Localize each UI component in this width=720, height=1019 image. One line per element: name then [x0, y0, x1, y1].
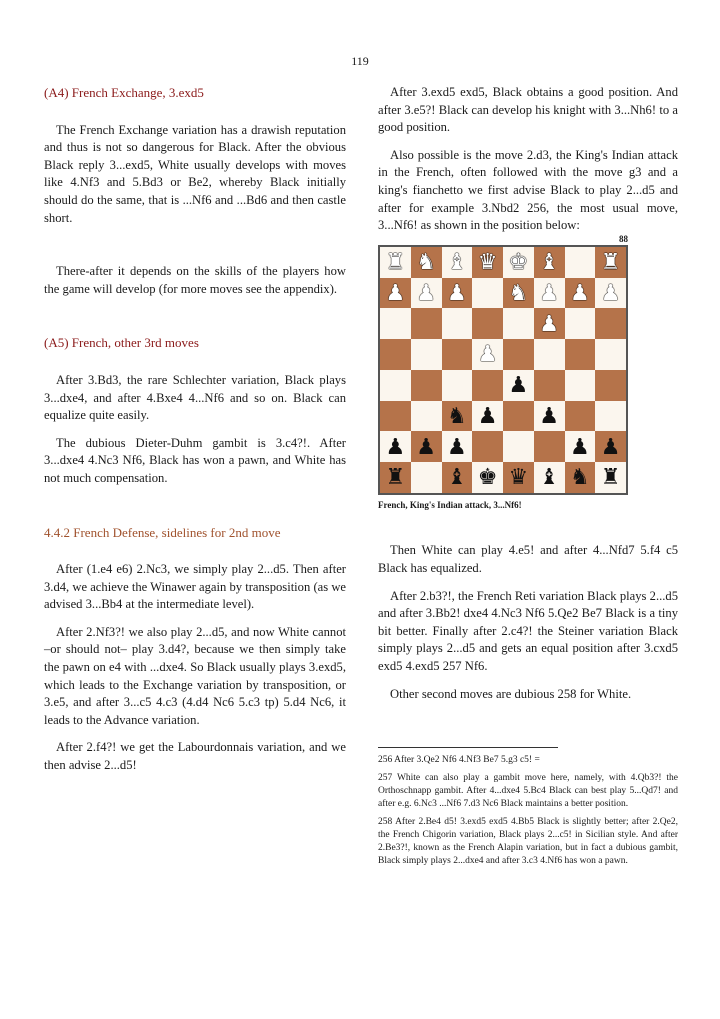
black-bishop-icon: ♝ [539, 464, 559, 490]
board-square [534, 247, 565, 278]
black-pawn-icon: ♟ [600, 433, 621, 459]
board-square [565, 308, 596, 339]
white-pawn-icon: ♟ [385, 279, 406, 305]
black-queen-icon: ♛ [508, 464, 529, 490]
board-square [411, 431, 442, 462]
board-square [442, 308, 473, 339]
board-square [442, 247, 473, 278]
board-square [595, 247, 626, 278]
black-knight-icon: ♞ [570, 464, 590, 490]
paragraph: There-after it depends on the skills of the players how the game will develop (for more moves see the appendix). [44, 264, 346, 296]
board-square [503, 278, 534, 309]
board-square [380, 247, 411, 278]
footnote: 256 After 3.Qe2 Nf6 4.Nf3 Be7 5.g3 c5! = [378, 755, 540, 766]
board-square [380, 401, 411, 432]
white-pawn-icon: ♟ [539, 279, 559, 305]
board-square [595, 278, 626, 309]
footnote-divider [378, 747, 558, 748]
board-square [411, 247, 442, 278]
black-king-icon: ♚ [477, 464, 498, 490]
board-square [411, 462, 442, 493]
black-pawn-icon: ♟ [539, 402, 559, 428]
board-square [565, 278, 596, 309]
paragraph: After 2.b3?!, the French Reti variation Black plays 2...d5 and after 3.Bb2! dxe4 4.Nc3 Nf6 5.Qe2 Be7 Black is a tiny bit better. Finally after 2.c4?! the Steiner variation Black simply plays 2...d5 and gets an equal position after 3.cxd5 exd5 4.exd5 257 Nf6. [378, 588, 678, 673]
diagram [378, 233, 678, 495]
paragraph: Also possible is the move 2.d3, the King's Indian attack in the French, often followed with the move g3 and a king's fianchetto we first advise Black to play 2...d5 and after for example 3.Nbd2 256, the most usual move, 3...Nf6! as shown in the position below: [378, 147, 678, 233]
board-square [380, 278, 411, 309]
board-square [503, 370, 534, 401]
board-square [503, 308, 534, 339]
board-square [565, 370, 596, 401]
board-square [472, 401, 503, 432]
board-square [595, 339, 626, 370]
board-square [534, 431, 565, 462]
footnote: 258 After 2.Be4 d5! 3.exd5 exd5 4.Bb5 Black is slightly better; after 2.Qe2, the French Chigorin variation, Black plays 2...c5! in Sicilian style. And after 2.Be3?!, known as the French Alapin variation, but in fact a dubious gambit, Black simply plays 2...dxe4 and after 3.c3 4.Nf6 has won a pawn. [378, 817, 678, 867]
white-pawn-icon: ♟ [416, 279, 436, 305]
board-square [534, 339, 565, 370]
white-bishop-icon: ♝ [447, 249, 467, 275]
paragraph: Other second moves are dubious 258 for White. [390, 686, 632, 701]
board-square [411, 401, 442, 432]
white-queen-icon: ♛ [477, 249, 498, 275]
board-square [442, 462, 473, 493]
board-square [503, 401, 534, 432]
board-square [595, 308, 626, 339]
board-square [380, 370, 411, 401]
board-square [595, 462, 626, 493]
white-rook-icon: ♜ [600, 249, 621, 275]
board-square [503, 247, 534, 278]
white-pawn-icon: ♟ [447, 279, 467, 305]
board-square [565, 339, 596, 370]
white-knight-icon: ♞ [416, 249, 436, 275]
board-square [380, 462, 411, 493]
board-square [472, 370, 503, 401]
black-pawn-icon: ♟ [416, 433, 436, 459]
black-knight-icon: ♞ [447, 402, 467, 428]
black-pawn-icon: ♟ [570, 433, 590, 459]
paragraph: After 3.Bd3, the rare Schlechter variation, Black plays 3...dxe4, and after 4.Bxe4 4...Nf6 and so on. Black can equalize quite easily. [44, 372, 346, 423]
white-pawn-icon: ♟ [539, 310, 559, 336]
board-square [534, 401, 565, 432]
white-king-icon: ♚ [508, 249, 529, 275]
board-square [472, 462, 503, 493]
board-square [534, 308, 565, 339]
board-square [595, 370, 626, 401]
board-square [411, 278, 442, 309]
board-square [442, 401, 473, 432]
paragraph: After (1.e4 e6) 2.Nc3, we simply play 2...d5. Then after 3.d4, we achieve the Winawer again by transposition (as we advised 3...Bb4 at the intermediate level). [44, 562, 346, 612]
board-square [534, 462, 565, 493]
board-square [472, 431, 503, 462]
chess-board [378, 245, 628, 495]
heading-a5: (A5) French, other 3rd moves [44, 335, 199, 351]
black-pawn-icon: ♟ [385, 433, 406, 459]
board-square [442, 339, 473, 370]
diagram-number: 88 [619, 233, 628, 244]
board-square [472, 339, 503, 370]
board-square [411, 308, 442, 339]
black-pawn-icon: ♟ [508, 372, 529, 398]
board-square [565, 431, 596, 462]
white-pawn-icon: ♟ [477, 341, 498, 367]
white-knight-icon: ♞ [508, 279, 529, 305]
paragraph: The French Exchange variation has a drawish reputation and thus is not so dangerous for Black. After the obvious Black reply 3...exd5, White usually develops with moves like 4.Nf3 and 5.Bd3 or Be2, whereby Black initially should do the same, that is ...Nf6 and ...Bd6 and then castle short. [44, 122, 346, 225]
board-square [503, 339, 534, 370]
black-rook-icon: ♜ [385, 464, 406, 490]
board-square [472, 278, 503, 309]
heading-a4: (A4) French Exchange, 3.exd5 [44, 85, 204, 100]
right-column [378, 84, 678, 873]
heading-4-4-2: 4.4.2 French Defense, sidelines for 2nd move [44, 524, 281, 540]
paragraph: The dubious Dieter-Duhm gambit is 3.c4?!. After 3...dxe4 4.Nc3 Nf6, Black has won a pawn, and White has not much compensation. [44, 435, 346, 485]
board-square [565, 401, 596, 432]
paragraph: Then White can play 4.e5! and after 4...Nfd7 5.f4 c5 Black has equalized. [378, 543, 678, 575]
black-bishop-icon: ♝ [447, 464, 467, 490]
page-number: 119 [351, 54, 369, 68]
black-rook-icon: ♜ [600, 464, 621, 490]
board-square [565, 462, 596, 493]
board-square [380, 431, 411, 462]
board-square [565, 247, 596, 278]
board-square [442, 370, 473, 401]
board-square [595, 431, 626, 462]
white-pawn-icon: ♟ [600, 279, 621, 305]
board-square [472, 247, 503, 278]
board-square [503, 462, 534, 493]
black-pawn-icon: ♟ [447, 433, 467, 459]
board-square [595, 401, 626, 432]
left-column [44, 84, 346, 785]
white-rook-icon: ♜ [385, 249, 406, 275]
board-square [380, 308, 411, 339]
board-square [442, 431, 473, 462]
board-square [411, 370, 442, 401]
diagram-caption: French, King's Indian attack, 3...Nf6! [378, 499, 522, 510]
paragraph: After 2.Nf3?! we also play 2...d5, and now White cannot –or should not– play 3.d4?, because we then simply take the pawn on e4 with ...dxe4. So Black usually plays 3.exd5, which leads to the Exchange variation by transposition, or 3.e5, and after 3...c5 4.c3 (4.d4 Nc6 5.c3 tp) 5.d4 Nc6, it leads to the Advance variation. [44, 624, 346, 727]
board-square [472, 308, 503, 339]
paragraph: After 3.exd5 exd5, Black obtains a good position. And after 3.e5?! Black can develop his knight with 3...Nh6! to a good position. [378, 85, 678, 135]
board-square [534, 370, 565, 401]
white-pawn-icon: ♟ [570, 279, 590, 305]
board-square [503, 431, 534, 462]
board-square [380, 339, 411, 370]
white-bishop-icon: ♝ [539, 249, 559, 275]
footnote: 257 White can also play a gambit move here, namely, with 4.Qb3?! the Orthoschnapp gambit. After 4...dxe4 5.Bc4 Black can best play 5...Qd7! and after e.g. 6.Nc3 ...Nf6 7.d3 Nc6 Black maintains a better position. [378, 773, 678, 810]
board-square [442, 278, 473, 309]
black-pawn-icon: ♟ [477, 402, 498, 428]
board-square [534, 278, 565, 309]
board-square [411, 339, 442, 370]
paragraph: After 2.f4?! we get the Labourdonnais variation, and we then advise 2...d5! [44, 740, 346, 773]
